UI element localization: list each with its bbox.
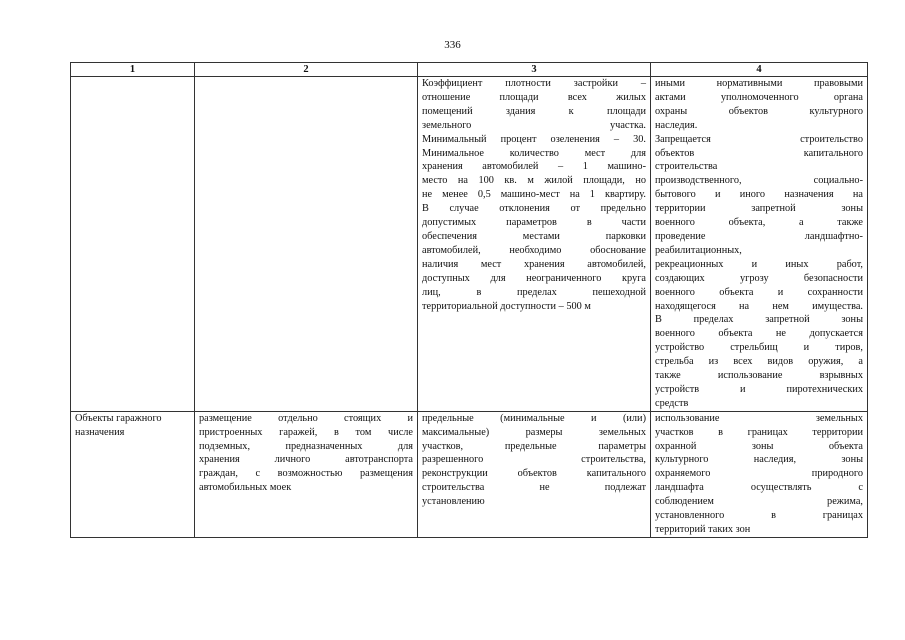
- text-line: В пределах запретной зоны: [655, 314, 863, 326]
- text-line: отношение площади всех жилых: [422, 91, 646, 103]
- text-line: военного объекта, а также: [655, 217, 863, 229]
- text-line: культурного наследия, зоны: [655, 454, 863, 466]
- text-line: соблюдением режима,: [655, 496, 863, 508]
- text-line: территорий таких зон: [655, 524, 751, 535]
- text-line: средств: [655, 397, 689, 409]
- column-header-1: 1: [71, 63, 195, 77]
- text-line: наследия.: [655, 119, 698, 131]
- text-line: территориальной доступности – 500 м: [422, 300, 591, 312]
- text-line: земельного участка.: [422, 119, 646, 131]
- row1-col2-cell: [195, 77, 418, 412]
- text-line: устройств и пиротехнических: [655, 383, 863, 395]
- text-line: не менее 0,5 машино-мест на 1 квартиру.: [422, 189, 646, 201]
- text-line: военного объекта не допускается: [655, 328, 863, 340]
- text-line: военного объекта и сохранности: [655, 286, 863, 298]
- text-line: максимальные) размеры земельных: [422, 426, 646, 438]
- row1-col4-cell: [651, 77, 868, 412]
- text-line: Минимальное количество мест для: [422, 147, 646, 159]
- row1-col3-cell: [418, 77, 651, 412]
- text-line: объектов капитального: [655, 147, 863, 159]
- column-header-2: 2: [195, 63, 418, 77]
- row1-col3-text: [422, 77, 646, 313]
- text-line: бытового и иного назначения на: [655, 189, 863, 201]
- text-line: охранной зоны объекта: [655, 440, 863, 452]
- column-header-4: 4: [651, 63, 868, 77]
- table-header-row: [71, 63, 868, 77]
- text-line: установлению: [422, 496, 485, 508]
- row1-col1-cell: [71, 77, 195, 412]
- text-line: допустимых параметров в части: [422, 217, 646, 229]
- row2-col4-text: [655, 412, 863, 537]
- text-line: пристроенных гаражей, в том числе: [199, 426, 413, 438]
- text-line: лиц, в пределах пешеходной: [422, 286, 646, 298]
- row2-col3-cell: [418, 411, 651, 537]
- text-line: размещение отдельно стоящих и: [199, 412, 413, 424]
- text-line: реабилитационных,: [655, 244, 742, 256]
- text-line: автомобильных моек: [199, 482, 292, 494]
- text-line: хранения личного автотранспорта: [199, 454, 413, 466]
- text-line: установленного в границах: [655, 510, 863, 522]
- text-line: актами уполномоченного органа: [655, 91, 863, 103]
- text-line: реконструкции объектов капитального: [422, 468, 646, 480]
- text-line: участков в границах территории: [655, 426, 863, 438]
- text-line: место на 100 кв. м жилой площади, но: [422, 175, 646, 187]
- text-line: территории запретной зоны: [655, 203, 863, 215]
- text-line: стрельба из всех видов оружия, а: [655, 356, 863, 368]
- page-number: 336: [444, 39, 461, 51]
- text-line: автомобилей, необходимо обоснование: [422, 244, 646, 256]
- column-header-3: 3: [418, 63, 651, 77]
- text-line: строительства не подлежат: [422, 482, 646, 494]
- text-line: помещений здания к площади: [422, 105, 646, 117]
- text-line: охраняемого природного: [655, 468, 863, 480]
- text-line: также использование взрывных: [655, 370, 863, 382]
- text-line: ландшафта осуществлять с: [655, 482, 863, 494]
- text-line: использование земельных: [655, 412, 863, 424]
- text-line: предельные (минимальные и (или): [422, 412, 646, 424]
- text-line: строительства: [655, 161, 718, 173]
- text-line: производственного, социально-: [655, 175, 863, 187]
- text-line: доступных для неограниченного круга: [422, 272, 646, 284]
- text-line: наличия мест хранения автомобилей,: [422, 258, 646, 270]
- text-line: участков, предельные параметры: [422, 440, 646, 452]
- row2-col3-text: [422, 412, 646, 509]
- text-line: хранения автомобилей – 1 машино-: [422, 161, 646, 173]
- row2-col1-cell: [71, 411, 195, 537]
- row2-col2-text: [199, 412, 413, 495]
- text-line: подземных, предназначенных для: [199, 440, 413, 452]
- text-line: граждан, с возможностью размещения: [199, 468, 413, 480]
- text-line: устройство стрельбищ и тиров,: [655, 342, 863, 354]
- regulation-table: [70, 62, 868, 538]
- row2-col2-cell: [195, 411, 418, 537]
- text-line: создающих угрозу безопасности: [655, 272, 863, 284]
- row2-col1-text: [75, 412, 190, 440]
- row2-col4-cell: [651, 411, 868, 537]
- text-line: находящегося на нем имущества.: [655, 300, 863, 312]
- row1-col4-text: [655, 77, 863, 411]
- text-line: Запрещается строительство: [655, 133, 863, 145]
- table-row: [71, 77, 868, 412]
- text-line: рекреационных и иных работ,: [655, 258, 863, 270]
- text-line: иными нормативными правовыми: [655, 78, 863, 89]
- text-line: проведение ландшафтно-: [655, 230, 863, 242]
- text-line: охраны объектов культурного: [655, 105, 863, 117]
- text-line: Минимальный процент озеленения – 30.: [422, 133, 646, 145]
- text-line: Объекты гаражного: [75, 412, 162, 424]
- text-line: назначения: [75, 426, 125, 438]
- text-line: В случае отклонения от предельно: [422, 203, 646, 215]
- text-line: разрешенного строительства,: [422, 454, 646, 466]
- table-row: [71, 411, 868, 537]
- text-line: обеспечения местами парковки: [422, 230, 646, 242]
- text-line: Коэффициент плотности застройки –: [422, 78, 646, 89]
